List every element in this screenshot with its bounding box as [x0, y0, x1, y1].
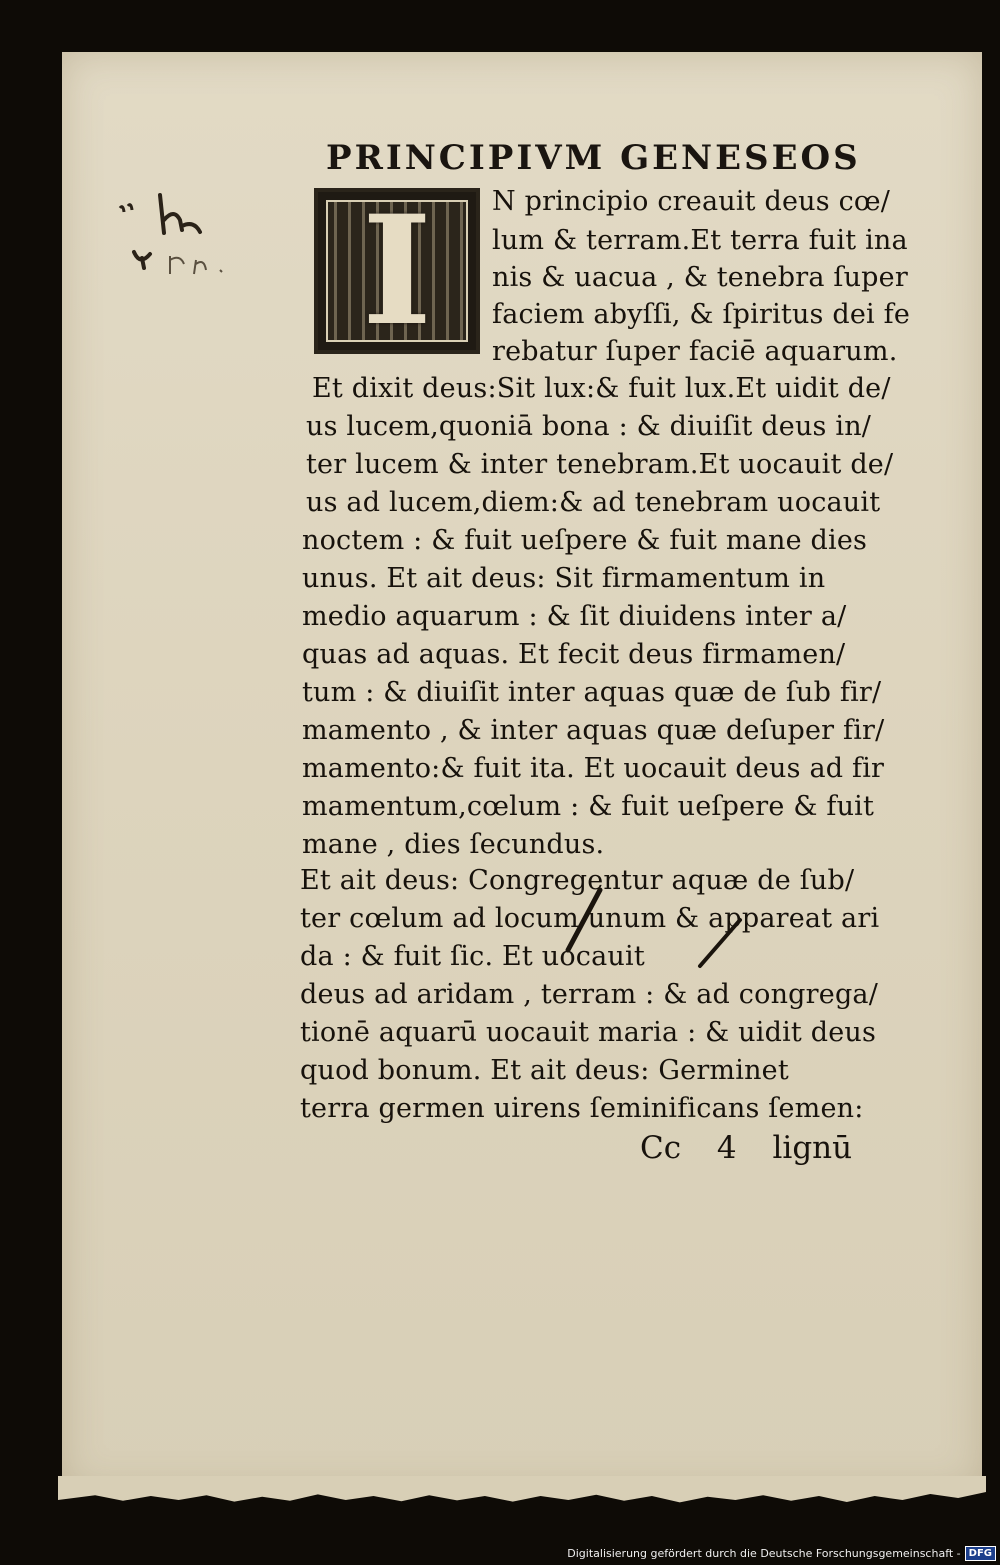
footer-text: Digitalisierung gefördert durch die Deutsche Forschungsgemeinschaft -: [567, 1546, 961, 1560]
text-line: ter lucem & inter tenebram.Et uocauit de/: [306, 449, 894, 480]
running-head: PRINCIPIVM GENESEOS: [326, 138, 861, 178]
text-line: da : & fuit ſic. Et uocauit: [300, 941, 645, 972]
dfg-logo-icon: DFG: [965, 1546, 996, 1561]
marginal-handwriting: [112, 190, 272, 290]
text-line: nis & uacua , & tenebra ſuper: [492, 262, 908, 293]
page-deckle-edge: [58, 1476, 986, 1516]
text-line: mamento:& fuit ita. Et uocauit deus ad fir: [302, 753, 885, 784]
catchword-signature: Cc 4 lignū: [640, 1130, 853, 1166]
text-line: mane , dies ſecundus.: [302, 829, 605, 860]
text-line: tum : & diuiſit inter aquas quæ de ſub fir/: [302, 677, 882, 708]
decorated-initial: [314, 183, 480, 359]
text-line: quod bonum. Et ait deus: Germinet: [300, 1055, 789, 1086]
text-line: mamentum,cœlum : & fuit ueſpere & fuit: [302, 791, 875, 822]
text-line: medio aquarum : & ſit diuidens inter a/: [302, 601, 847, 632]
handwritten-slash-marks: [560, 880, 760, 970]
text-line: tionē aquarū uocauit maria : & uidit deus: [300, 1017, 877, 1048]
text-line: rebatur ſuper faciē aquarum.: [492, 336, 898, 367]
text-line: us lucem,quoniā bona : & diuiſit deus in/: [306, 411, 872, 442]
initial-letter: I: [361, 183, 433, 359]
text-line: faciem abyſſi, & ſpiritus dei fe: [492, 299, 911, 330]
text-line: mamento , & inter aquas quæ deſuper fir/: [302, 715, 885, 746]
text-line: noctem : & fuit ueſpere & fuit mane dies: [302, 525, 868, 556]
text-line: ter cœlum ad locum unum & appareat ari: [300, 903, 880, 934]
text-line: terra germen uirens ſeminificans ſemen:: [300, 1093, 864, 1124]
text-line: deus ad aridam , terram : & ad congrega/: [300, 979, 879, 1010]
text-line: unus. Et ait deus: Sit firmamentum in: [302, 563, 826, 594]
text-line: lum & terram.Et terra fuit ina: [492, 225, 908, 256]
text-line: us ad lucem,diem:& ad tenebram uocauit: [306, 487, 881, 518]
digitization-credit: [567, 1543, 996, 1563]
text-line: N principio creauit deus cœ/: [492, 186, 891, 217]
text-line: Et dixit deus:Sit lux:& fuit lux.Et uidit de/: [312, 373, 891, 404]
text-line: Et ait deus: Congregentur aquæ de ſub/: [300, 865, 855, 896]
text-line: quas ad aquas. Et fecit deus firmamen/: [302, 639, 846, 670]
